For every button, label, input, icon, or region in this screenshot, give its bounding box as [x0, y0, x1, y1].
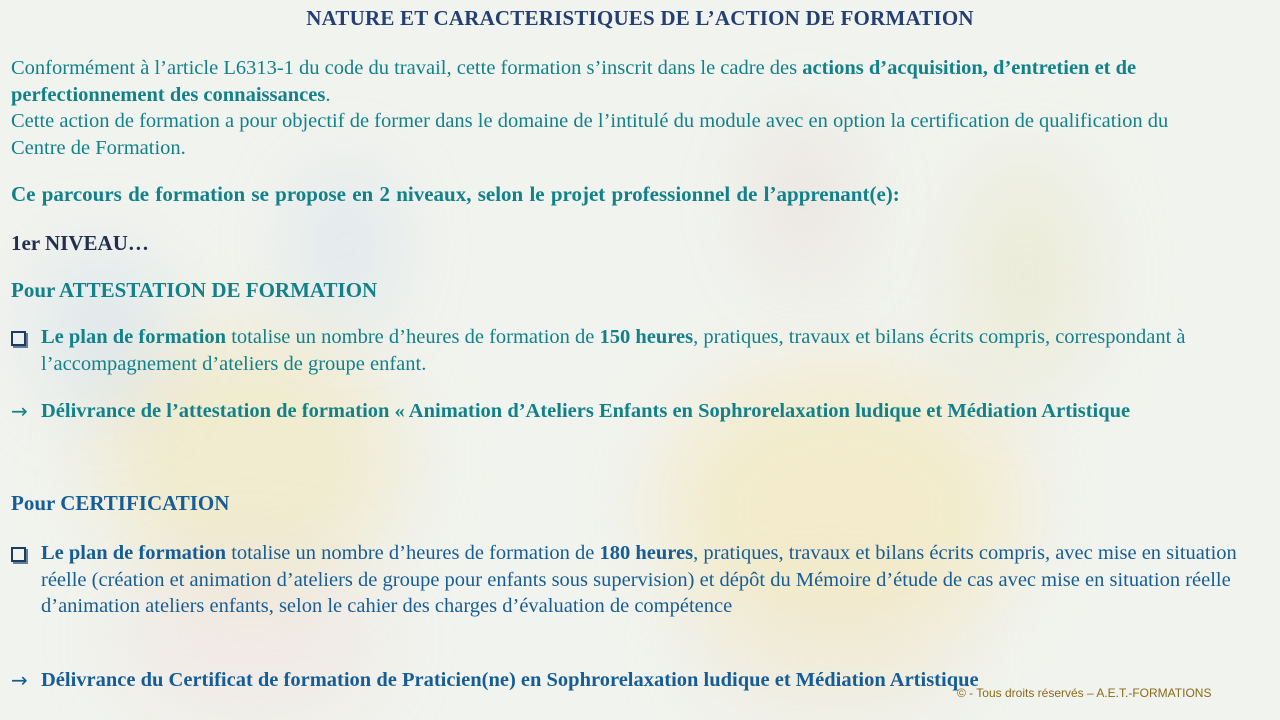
- intro-objective: Cette action de formation a pour objectif de former dans le domaine de l’intitulé du module avec en option la certification de qualification du Centre de Formation.: [11, 110, 1169, 159]
- arrow-right-icon: →: [11, 668, 28, 692]
- certification-heading: Pour CERTIFICATION: [11, 491, 230, 515]
- checkbox-bullet-icon: [11, 331, 26, 346]
- plan-label: Le plan de formation: [41, 542, 227, 564]
- copyright-footer: © - Tous droits réservés – A.E.T.-FORMATIONS: [957, 686, 1212, 700]
- attestation-delivery-item: [11, 398, 1273, 425]
- plan-text: totalise un nombre d’heures de formation de: [226, 326, 600, 348]
- intro-emphasis: actions d’acquisition, d’entretien et de perfectionnement des connaissances: [11, 57, 1137, 106]
- attestation-delivery-text: Délivrance de l’attestation de formation « Animation d’Ateliers Enfants en Sophrorelaxation ludique et Médiation Artistique: [41, 400, 1131, 422]
- attestation-plan-item: [11, 324, 1251, 377]
- certification-delivery-text: Délivrance du Certificat de formation de Praticien(ne) en Sophrorelaxation ludique et Médiation Artistique: [41, 669, 979, 691]
- plan-label: Le plan de formation: [41, 326, 227, 348]
- intro-text: Conformément à l’article L6313-1 du code du travail, cette formation s’inscrit dans le cadre des: [11, 57, 803, 79]
- certification-plan-item: [11, 540, 1251, 620]
- plan-text: totalise un nombre d’heures de formation de: [226, 542, 600, 564]
- parcours-heading: Ce parcours de formation se propose en 2 niveaux, selon le projet professionnel de l’apprenant(e):: [11, 182, 900, 206]
- arrow-right-icon: →: [11, 399, 28, 423]
- attestation-heading: Pour ATTESTATION DE FORMATION: [11, 278, 378, 302]
- checkbox-bullet-icon: [11, 547, 26, 562]
- slide-title: NATURE ET CARACTERISTIQUES DE L’ACTION DE FORMATION: [306, 6, 974, 30]
- plan-details: , pratiques, travaux et bilans écrits compris, avec mise en situation réelle (création et animation d’ateliers de groupe pour enfants sous supervision) et dépôt du Mémoire d’étude de cas avec mise en situation réelle d’animation ateliers enfants, selon le cahier des charges d’évaluation de compétence: [41, 542, 1237, 617]
- plan-hours: 150 heures: [599, 326, 694, 348]
- intro-period: .: [325, 83, 331, 106]
- plan-hours: 180 heures: [599, 542, 694, 564]
- plan-details: , pratiques, travaux et bilans écrits compris, correspondant à l’accompagnement d’ateliers de groupe enfant.: [41, 326, 1186, 375]
- intro-paragraph: [11, 55, 1211, 161]
- level-heading: 1er NIVEAU…: [11, 231, 149, 255]
